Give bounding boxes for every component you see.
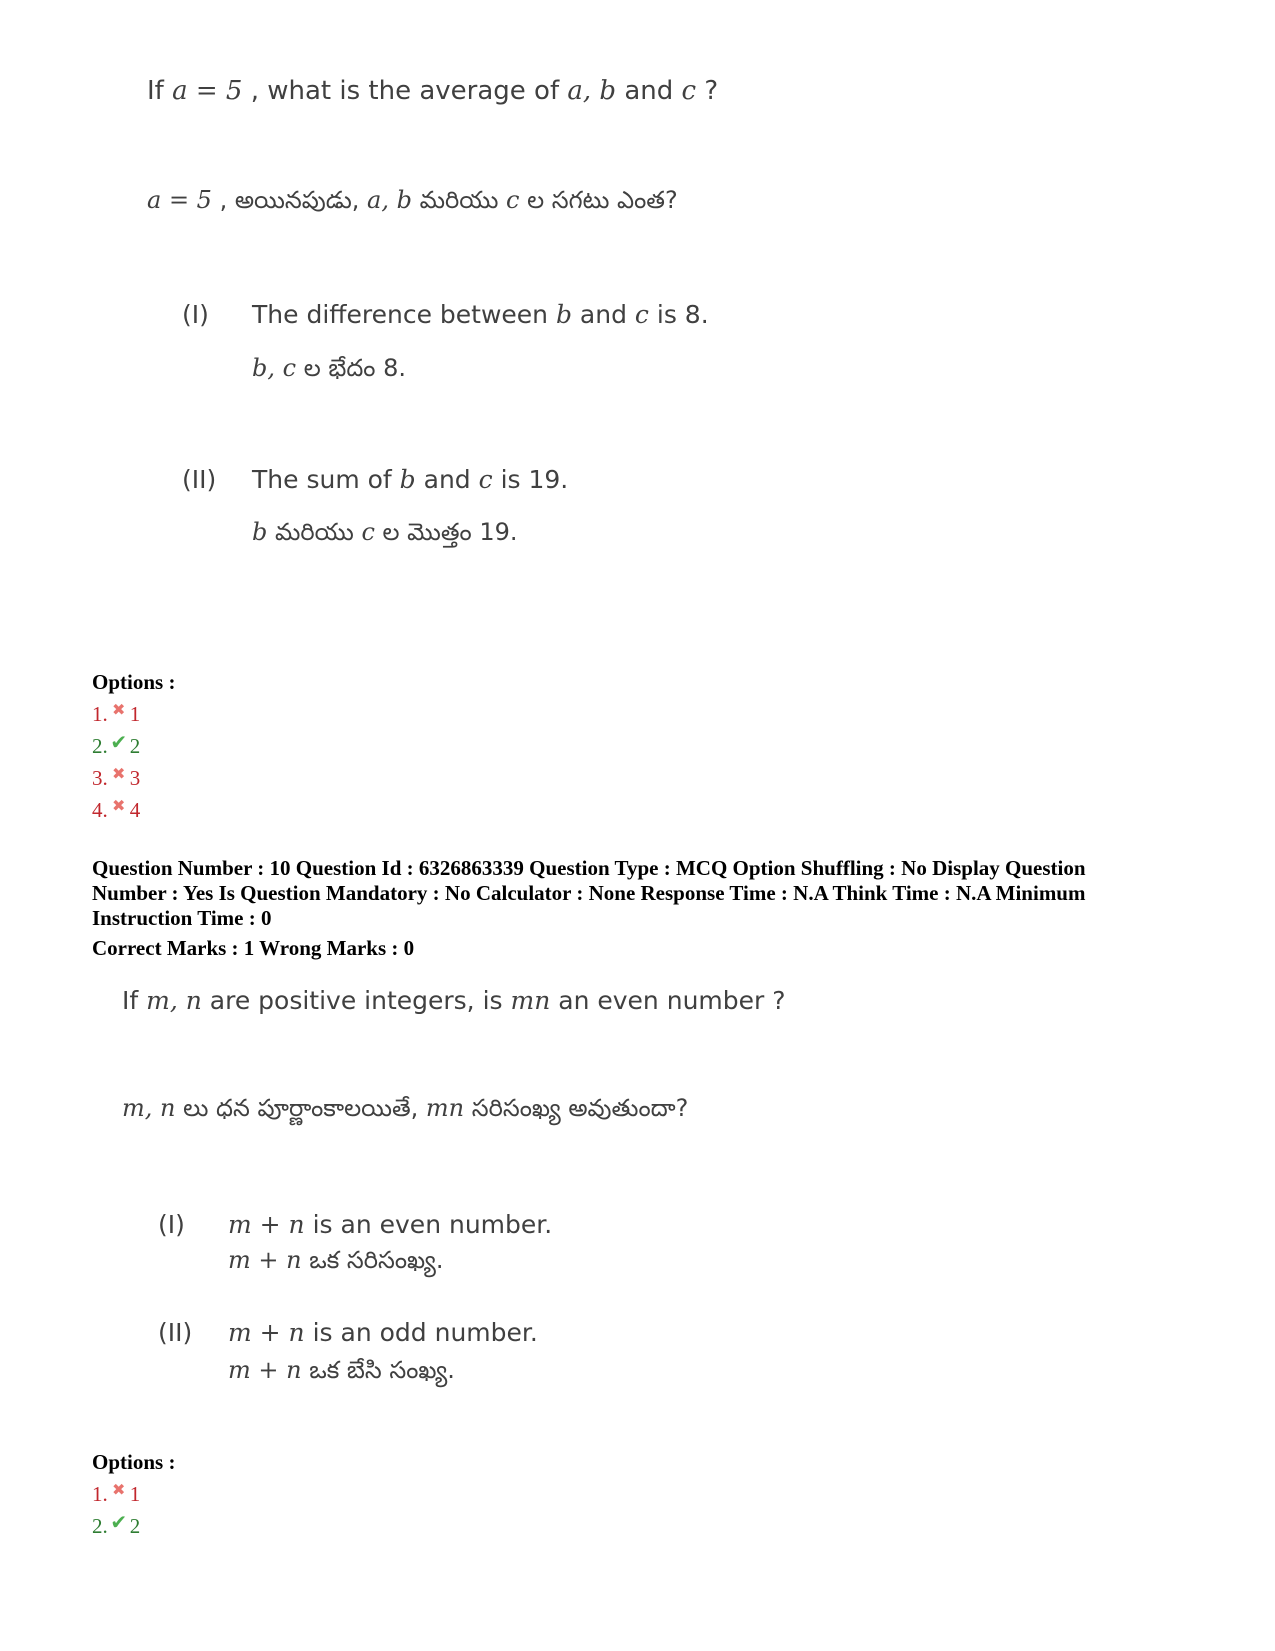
correct-check-icon: ✔ xyxy=(110,732,128,754)
q9-statement-2-te: b మరియు c ల మొత్తం 19. xyxy=(252,518,518,546)
q9-stem-en: If a = 5 , what is the average of a, b and c ? xyxy=(147,76,719,106)
q10-stem-te: m, n లు ధన పూర్ణాంకాలయితే, mn సరిసంఖ్య అవుతుందా? xyxy=(122,1094,689,1122)
q10-option-1[interactable]: 1. ✖ 1 xyxy=(92,1482,141,1506)
q9-option-3[interactable]: 3. ✖ 3 xyxy=(92,766,141,790)
q9-statement-1-label: (I) xyxy=(182,300,209,329)
q9-statement-2-en: The sum of b and c is 19. xyxy=(252,465,569,494)
q10-statement-1-en: m + n is an even number. xyxy=(228,1210,553,1239)
q10-marks: Correct Marks : 1 Wrong Marks : 0 xyxy=(92,936,415,960)
wrong-cross-icon: ✖ xyxy=(112,766,126,783)
wrong-cross-icon: ✖ xyxy=(112,1482,126,1499)
q10-meta: Question Number : 10 Question Id : 6326863339 Question Type : MCQ Option Shuffling : No Display Question Number : Yes Is Question Mandatory : No Calculator : None Response Time : N.A Think Time : N.A Minimum Instruction Time : 0 xyxy=(92,856,1086,930)
q9-option-1[interactable]: 1. ✖ 1 xyxy=(92,702,141,726)
correct-check-icon: ✔ xyxy=(110,1512,128,1534)
q9-question-image xyxy=(0,0,1275,660)
wrong-cross-icon: ✖ xyxy=(112,702,126,719)
q10-options-title: Options : xyxy=(92,1450,176,1474)
q10-statement-1-label: (I) xyxy=(158,1210,185,1239)
q10-statement-1-te: m + n ఒక సరిసంఖ్య. xyxy=(228,1246,444,1274)
q9-options-title: Options : xyxy=(92,670,176,694)
q10-statement-2-label: (II) xyxy=(158,1318,193,1347)
q10-question-image xyxy=(0,970,1275,1390)
q9-option-4[interactable]: 4. ✖ 4 xyxy=(92,798,141,822)
q10-stem-en: If m, n are positive integers, is mn an even number ? xyxy=(122,986,786,1015)
q10-statement-2-en: m + n is an odd number. xyxy=(228,1318,538,1347)
q10-statement-2-te: m + n ఒక బేసి సంఖ్య. xyxy=(228,1356,455,1384)
q10-option-2[interactable]: 2. ✔ 2 xyxy=(92,1512,141,1538)
q9-statement-2-label: (II) xyxy=(182,465,217,494)
q9-stem-te: a = 5 , అయినపుడు, a, b మరియు c ల సగటు ఎంత? xyxy=(147,186,678,214)
q9-statement-1-en: The difference between b and c is 8. xyxy=(252,300,709,329)
q9-option-2[interactable]: 2. ✔ 2 xyxy=(92,732,141,758)
wrong-cross-icon: ✖ xyxy=(112,798,126,815)
q9-statement-1-te: b, c ల భేదం 8. xyxy=(252,354,406,382)
